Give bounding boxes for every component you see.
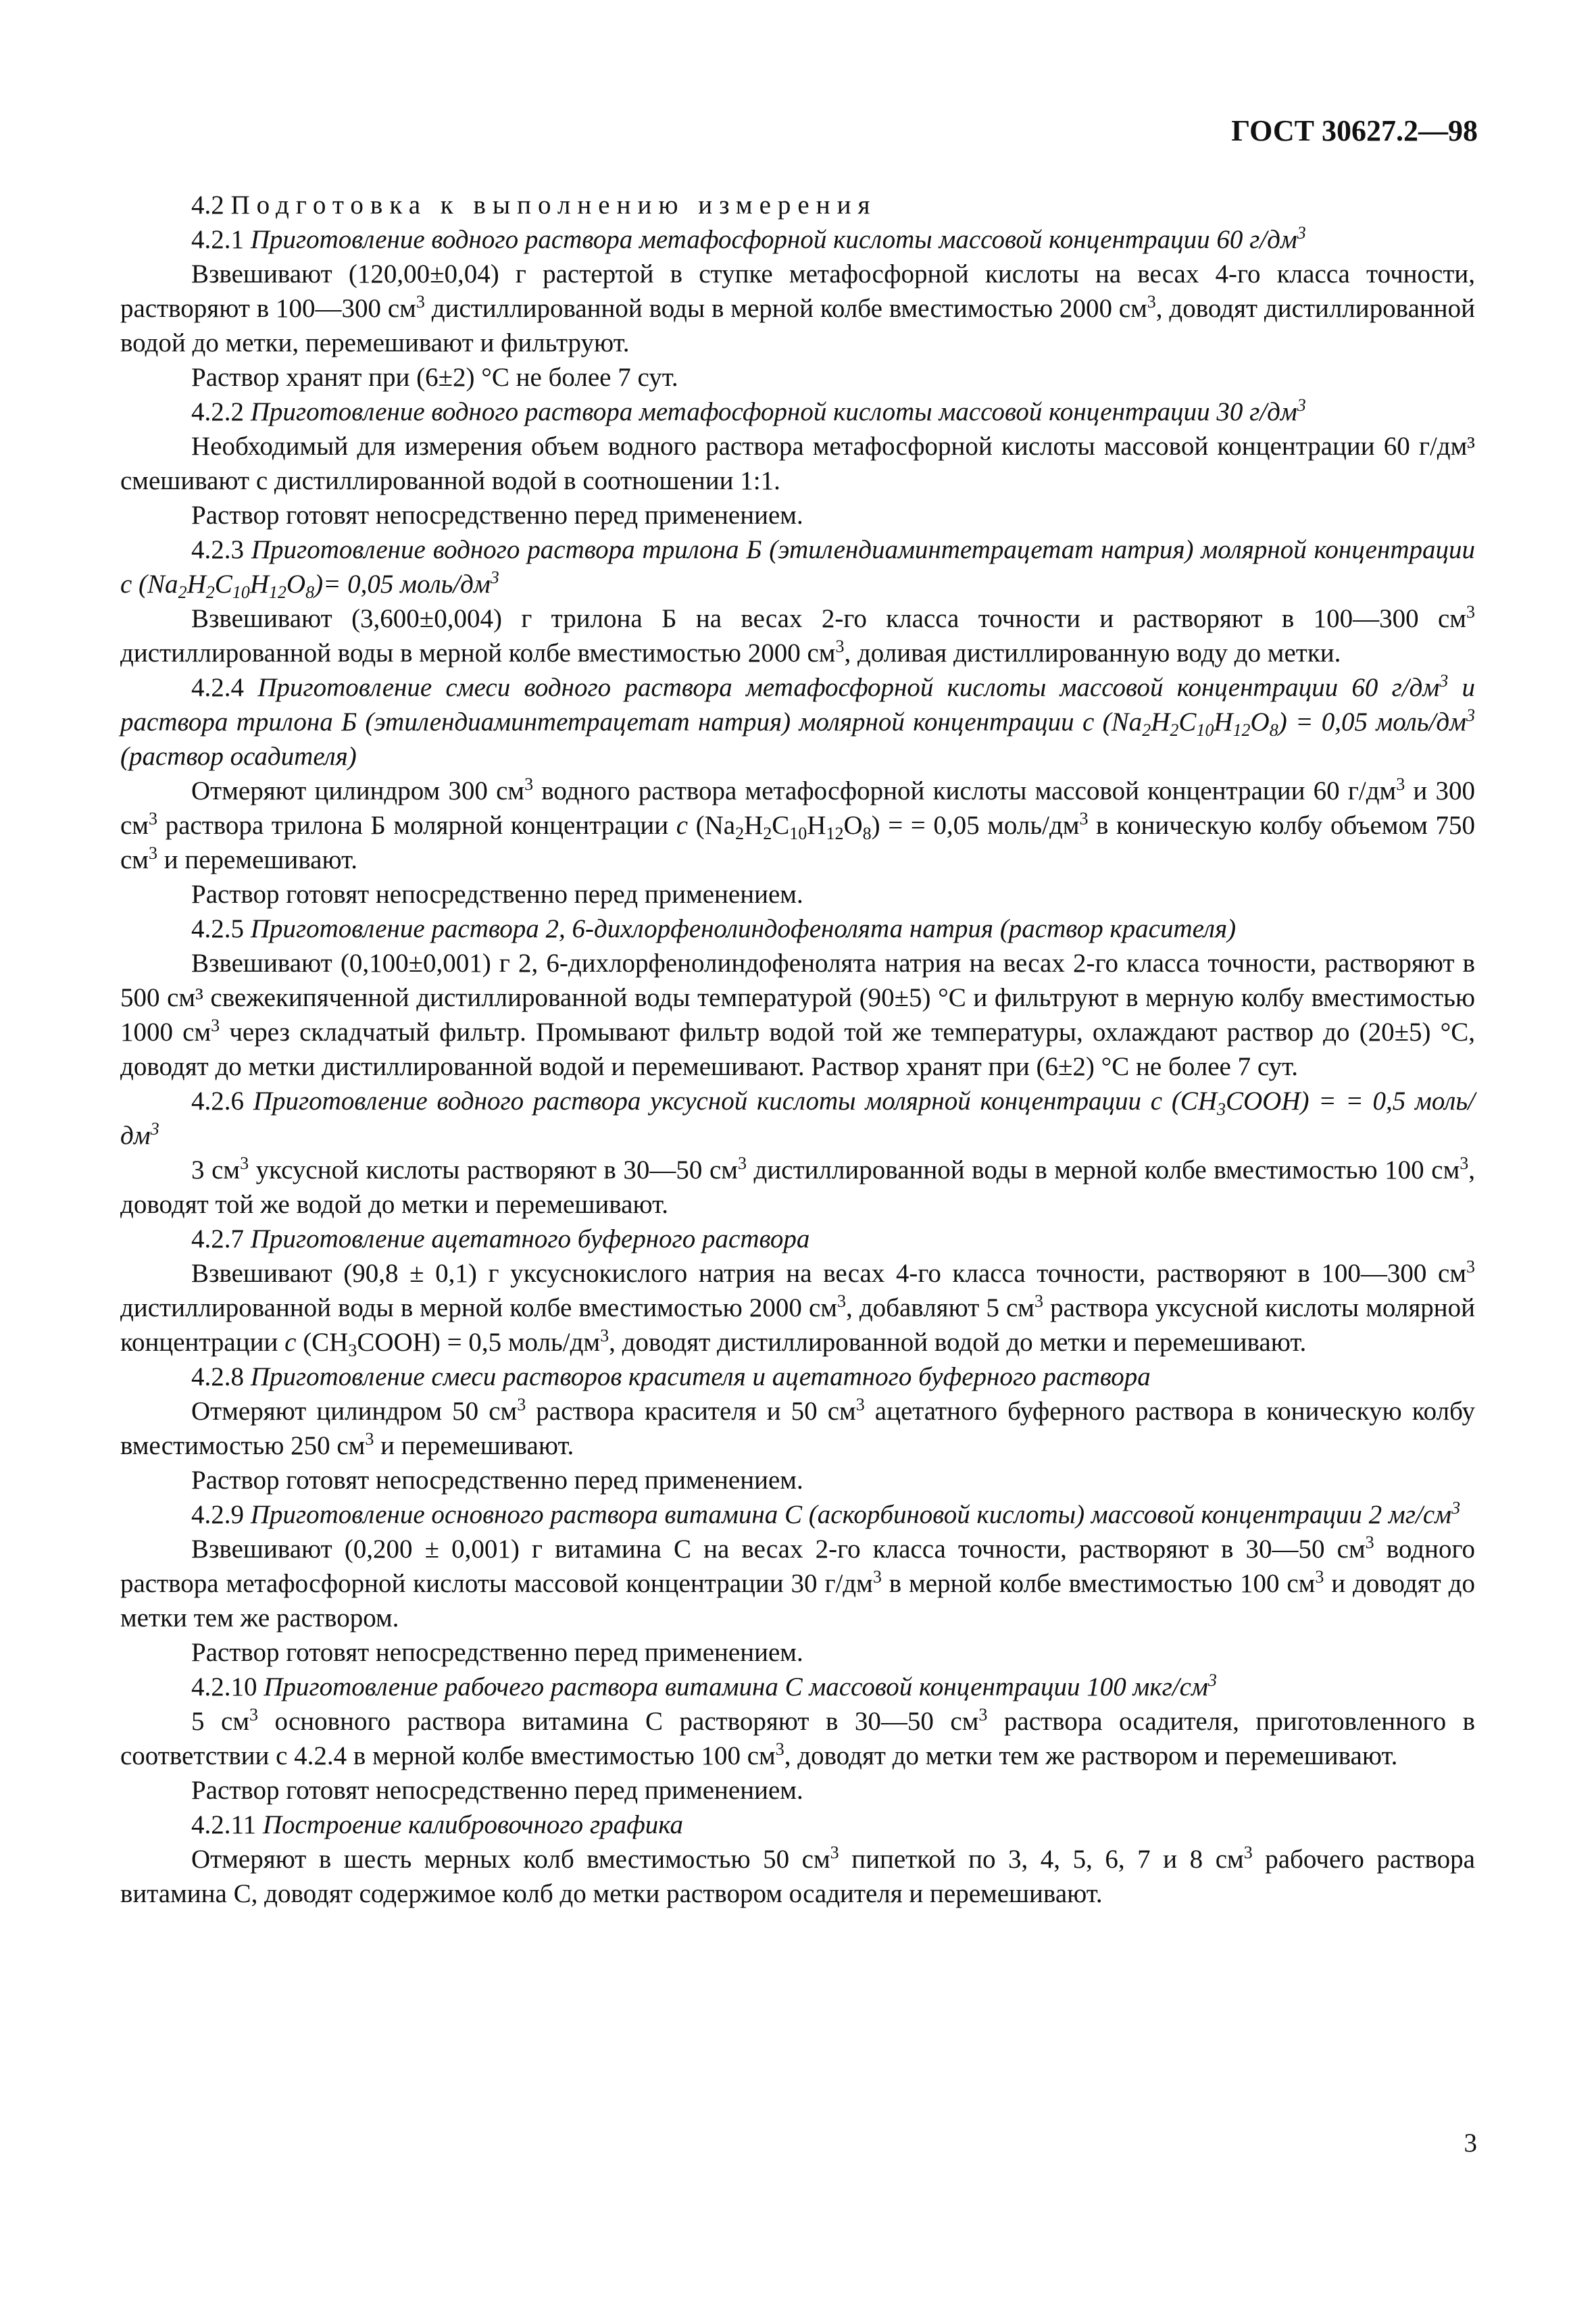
paragraph — [120, 1842, 1475, 1911]
subscript: 2 — [735, 824, 745, 843]
subsection-heading-4-2-7 — [120, 1222, 1475, 1256]
subsection-number: 4.2.5 — [191, 914, 244, 943]
paragraph: Раствор готовят непосредственно перед применением. — [191, 1466, 803, 1495]
paragraph — [120, 1153, 1475, 1222]
text: дистиллированной воды в мерной колбе вместимостью 2000 см — [120, 639, 836, 668]
text: O — [843, 811, 863, 840]
subsection-number: 4.2.7 — [191, 1224, 244, 1253]
text: Взвешивают (120,00±0,04) г растертой в ступке метафосфорной кислоты на весах 4-го класса точности, растворяют в 100—300 см — [120, 259, 1475, 323]
subsection-heading-4-2-2 — [120, 395, 1475, 429]
paragraph — [120, 1256, 1475, 1360]
superscript: 3 — [600, 1326, 609, 1345]
superscript: 3 — [872, 1567, 882, 1587]
subsection-title: Приготовление раствора 2, 6-дихлорфенолиндофенолята натрия (раствор красителя) — [250, 914, 1237, 943]
subscript: 3 — [348, 1341, 357, 1360]
subsection-number: 4.2.11 — [191, 1810, 257, 1839]
subsection-title — [120, 1087, 1475, 1150]
text: раствора трилона Б молярной концентрации — [157, 811, 676, 840]
subscript: 12 — [1232, 720, 1251, 740]
superscript: 3 — [149, 843, 157, 863]
subsection-title: Приготовление смеси растворов красителя и ацетатного буферного раствора — [250, 1362, 1151, 1391]
superscript: 3 — [490, 568, 499, 587]
paragraph — [120, 774, 1475, 877]
text: дистиллированной воды в мерной колбе вместимостью 100 см — [746, 1155, 1460, 1185]
superscript: 3 — [1079, 809, 1089, 828]
subsection-number: 4.2.2 — [191, 397, 244, 426]
subsection-heading-4-2-3 — [120, 532, 1475, 601]
subsection-title: Приготовление ацетатного буферного раствора — [250, 1224, 810, 1253]
text: COOH) = = 0,5 моль/дм — [120, 1087, 1476, 1150]
subscript: 12 — [826, 824, 844, 843]
superscript: 3 — [1365, 1533, 1374, 1552]
page-number: 3 — [1464, 2129, 1477, 2158]
superscript: 3 — [1034, 1291, 1043, 1311]
subscript: 2 — [1170, 720, 1179, 740]
subscript: 3 — [1217, 1099, 1226, 1119]
subsection-title: Приготовление водного раствора метафосфорной кислоты массовой концентрации 60 г/дм — [250, 225, 1297, 254]
paragraph: Раствор хранят при (6±2) °С не более 7 сут. — [191, 363, 678, 392]
subsection-heading-4-2-9 — [120, 1497, 1475, 1532]
subsection-heading-4-2-1 — [120, 222, 1475, 257]
paragraph: Необходимый для измерения объем водного раствора метафосфорной кислоты массовой концентрации 60 г/дм³ смешивают с дистиллированной водой в соотношении 1:1. — [120, 432, 1475, 495]
superscript: 3 — [1460, 1153, 1469, 1173]
subsection-number: 4.2.9 — [191, 1500, 244, 1529]
subsection-heading-4-2-8 — [120, 1360, 1475, 1394]
superscript: 3 — [737, 1153, 747, 1173]
subscript: 10 — [1196, 720, 1214, 740]
paragraph — [120, 601, 1475, 670]
text: , доводят дистиллированной водой до метки и перемешивают. — [609, 1328, 1307, 1357]
text: рабочего раствора витамина С, доводят содержимое колб до метки раствором осадителя и перемешивают. — [120, 1845, 1475, 1908]
superscript: 3 — [150, 1119, 159, 1139]
text: Взвешивают (90,8 ± 0,1) г уксуснокислого натрия на весах 4-го класса точности, растворяют в 100—300 см — [191, 1259, 1466, 1288]
superscript: 3 — [1466, 1257, 1475, 1276]
text: O — [1250, 707, 1270, 737]
text: , добавляют 5 см — [845, 1293, 1034, 1322]
text: в мерной колбе вместимостью 100 см — [881, 1569, 1316, 1598]
superscript: 3 — [1243, 1843, 1253, 1862]
text: и доводят до метки тем же раствором. — [120, 1569, 1475, 1633]
superscript: 3 — [1297, 395, 1306, 415]
subsection-number: 4.2.1 — [191, 225, 244, 254]
text: и перемешивают. — [157, 845, 357, 874]
text: Отмеряют цилиндром 50 см — [191, 1397, 518, 1426]
text: C — [214, 570, 232, 599]
text: (раствор осадителя) — [120, 742, 357, 771]
subscript: 8 — [305, 582, 315, 602]
subsection-heading-4-2-11 — [120, 1808, 1475, 1842]
text: H — [1214, 707, 1233, 737]
text: Приготовление водного раствора трилона Б (этилендиаминтетрацетат натрия) молярной концентрации с (Na — [120, 535, 1476, 599]
subsection-title: Приготовление основного раствора витамина С (аскорбиновой кислоты) массовой концентрации 2 мг/см — [250, 1500, 1452, 1529]
document-body — [120, 188, 1475, 1911]
superscript: 3 — [416, 292, 425, 312]
symbol-c: с — [284, 1328, 297, 1357]
text: , доводят дистиллированной водой до метки, перемешивают и фильтруют. — [120, 294, 1475, 357]
superscript: 3 — [1466, 705, 1475, 725]
paragraph — [120, 1532, 1475, 1635]
subsection-title: Приготовление водного раствора метафосфорной кислоты массовой концентрации 30 г/дм — [250, 397, 1297, 426]
text: раствора красителя и 50 см — [526, 1397, 856, 1426]
superscript: 3 — [1297, 223, 1306, 243]
superscript: 3 — [1207, 1670, 1217, 1690]
text: Отмеряют цилиндром 300 см — [191, 776, 525, 805]
subsection-title — [120, 535, 1476, 602]
text: через складчатый фильтр. Промывают фильтр водой той же температуры, охлаждают раствор до (20±5) °С, доводят до метки дистиллированной водой и перемешивают. Раствор хранят при (6±2) °С не более 7 сут. — [120, 1018, 1475, 1081]
symbol-c: с — [676, 811, 689, 840]
text: Приготовление водного раствора уксусной кислоты молярной концентрации с (CH — [253, 1087, 1217, 1116]
text: раствора осадителя, приготовленного в соответствии с 4.2.4 в мерной колбе вместимостью 100 см — [120, 1707, 1476, 1770]
subsection-title: Приготовление рабочего раствора витамина С массовой концентрации 100 мкг/см — [264, 1672, 1208, 1701]
text: H — [744, 811, 764, 840]
text: , доливая дистиллированную воду до метки. — [844, 639, 1341, 668]
text: O — [286, 570, 306, 599]
superscript: 3 — [524, 774, 534, 794]
paragraph: Раствор готовят непосредственно перед применением. — [191, 1776, 803, 1805]
subsection-number: 4.2.8 — [191, 1362, 244, 1391]
subsection-title — [120, 673, 1475, 771]
text: и перемешивают. — [374, 1431, 574, 1460]
superscript: 3 — [835, 637, 845, 656]
paragraph — [120, 946, 1475, 1084]
text: , доводят до метки тем же раствором и перемешивают. — [784, 1741, 1398, 1770]
superscript: 3 — [775, 1739, 784, 1759]
subsection-heading-4-2-10 — [120, 1670, 1475, 1704]
subsection-number: 4.2.4 — [191, 673, 244, 702]
text: )= 0,05 моль/дм — [314, 570, 491, 599]
text: H — [807, 811, 826, 840]
subscript: 2 — [178, 582, 187, 602]
section-number: 4.2 — [191, 191, 224, 220]
text: Отмеряют в шесть мерных колб вместимостью 50 см — [191, 1845, 830, 1874]
subscript: 8 — [862, 824, 872, 843]
subsection-number: 4.2.10 — [191, 1672, 257, 1701]
subsection-heading-4-2-4 — [120, 670, 1475, 774]
superscript: 3 — [1451, 1498, 1461, 1518]
subscript: 10 — [789, 824, 807, 843]
superscript: 3 — [1396, 774, 1405, 794]
text: основного раствора витамина С растворяют в 30—50 см — [258, 1707, 979, 1736]
subsection-number: 4.2.6 — [191, 1087, 244, 1116]
text: (CH — [296, 1328, 349, 1357]
superscript: 3 — [1439, 671, 1449, 691]
text: раствора уксусной кислоты молярной концентрации — [120, 1293, 1475, 1357]
superscript: 3 — [855, 1395, 865, 1414]
text: в коническую колбу объемом 750 см — [120, 811, 1475, 874]
subscript: 2 — [205, 582, 215, 602]
superscript: 3 — [1147, 292, 1156, 312]
paragraph — [120, 257, 1475, 360]
paragraph: Раствор готовят непосредственно перед применением. — [191, 501, 803, 530]
text: водного раствора метафосфорной кислоты массовой концентрации 30 г/дм — [120, 1535, 1475, 1598]
text: дистиллированной воды в мерной колбе вместимостью 2000 см — [120, 1293, 837, 1322]
text: H — [249, 570, 269, 599]
text: Взвешивают (3,600±0,004) г трилона Б на весах 2-го класса точности и растворяют в 100—300 см — [191, 604, 1466, 633]
superscript: 3 — [1466, 602, 1475, 622]
text: Взвешивают (0,200 ± 0,001) г витамина С на весах 2-го класса точности, растворяют в 30—50 см — [191, 1535, 1366, 1564]
document-id-header: ГОСТ 30627.2—98 — [1231, 114, 1478, 147]
text: C — [1178, 707, 1197, 737]
text: водного раствора метафосфорной кислоты массовой концентрации 60 г/дм — [533, 776, 1397, 805]
subsection-heading-4-2-5 — [120, 912, 1475, 946]
section-heading-4-2 — [120, 188, 1475, 222]
subscript: 12 — [268, 582, 286, 602]
superscript: 3 — [240, 1153, 249, 1173]
text: 3 см — [191, 1155, 241, 1185]
subscript: 2 — [1142, 720, 1151, 740]
superscript: 3 — [517, 1395, 526, 1414]
superscript: 3 — [211, 1016, 220, 1035]
text: ) = 0,05 моль/дм — [1278, 707, 1466, 737]
superscript: 3 — [837, 1291, 846, 1311]
text: Взвешивают (0,100±0,001) г 2, 6-дихлорфенолиндофенолята натрия на весах 2-го класса точности, растворяют в 500 см³ свежекипяченной дистиллированной воды температурой (90±5) °С и фильтруют в мерную колбу вместимостью 1000 см — [120, 949, 1475, 1047]
superscript: 3 — [978, 1705, 988, 1724]
text: H — [1151, 707, 1170, 737]
paragraph — [120, 1704, 1475, 1773]
text: 5 см — [191, 1707, 250, 1736]
subsection-number: 4.2.3 — [191, 535, 244, 564]
text: (Na — [688, 811, 736, 840]
text: Приготовление смеси водного раствора метафосфорной кислоты массовой концентрации 60 г/дм — [257, 673, 1440, 702]
text: H — [186, 570, 206, 599]
superscript: 3 — [149, 809, 157, 828]
subsection-title: Построение калибровочного графика — [262, 1810, 684, 1839]
text: C — [772, 811, 790, 840]
text: пипеткой по 3, 4, 5, 6, 7 и 8 см — [839, 1845, 1244, 1874]
text: уксусной кислоты растворяют в 30—50 см — [249, 1155, 738, 1185]
superscript: 3 — [830, 1843, 839, 1862]
text: и 300 см — [120, 776, 1475, 840]
paragraph — [120, 1394, 1475, 1463]
superscript: 3 — [365, 1429, 374, 1449]
superscript: 3 — [249, 1705, 259, 1724]
subscript: 2 — [763, 824, 772, 843]
subscript: 10 — [232, 582, 250, 602]
text: ацетатного буферного раствора в коническую колбу вместимостью 250 см — [120, 1397, 1475, 1460]
section-title: Подготовка к выполнению измерения — [230, 191, 877, 220]
subsection-heading-4-2-6 — [120, 1084, 1475, 1153]
paragraph: Раствор готовят непосредственно перед применением. — [191, 880, 803, 909]
text: COOH) = 0,5 моль/дм — [357, 1328, 601, 1357]
text: ) = = 0,05 моль/дм — [871, 811, 1080, 840]
subscript: 8 — [1269, 720, 1278, 740]
paragraph: Раствор готовят непосредственно перед применением. — [191, 1638, 803, 1667]
superscript: 3 — [1315, 1567, 1324, 1587]
text: дистиллированной воды в мерной колбе вместимостью 2000 см — [424, 294, 1147, 323]
text: , доводят той же водой до метки и перемешивают. — [120, 1155, 1475, 1219]
text: и раствора трилона Б (этилендиаминтетрацетат натрия) молярной концентрации с (Na — [120, 673, 1475, 737]
